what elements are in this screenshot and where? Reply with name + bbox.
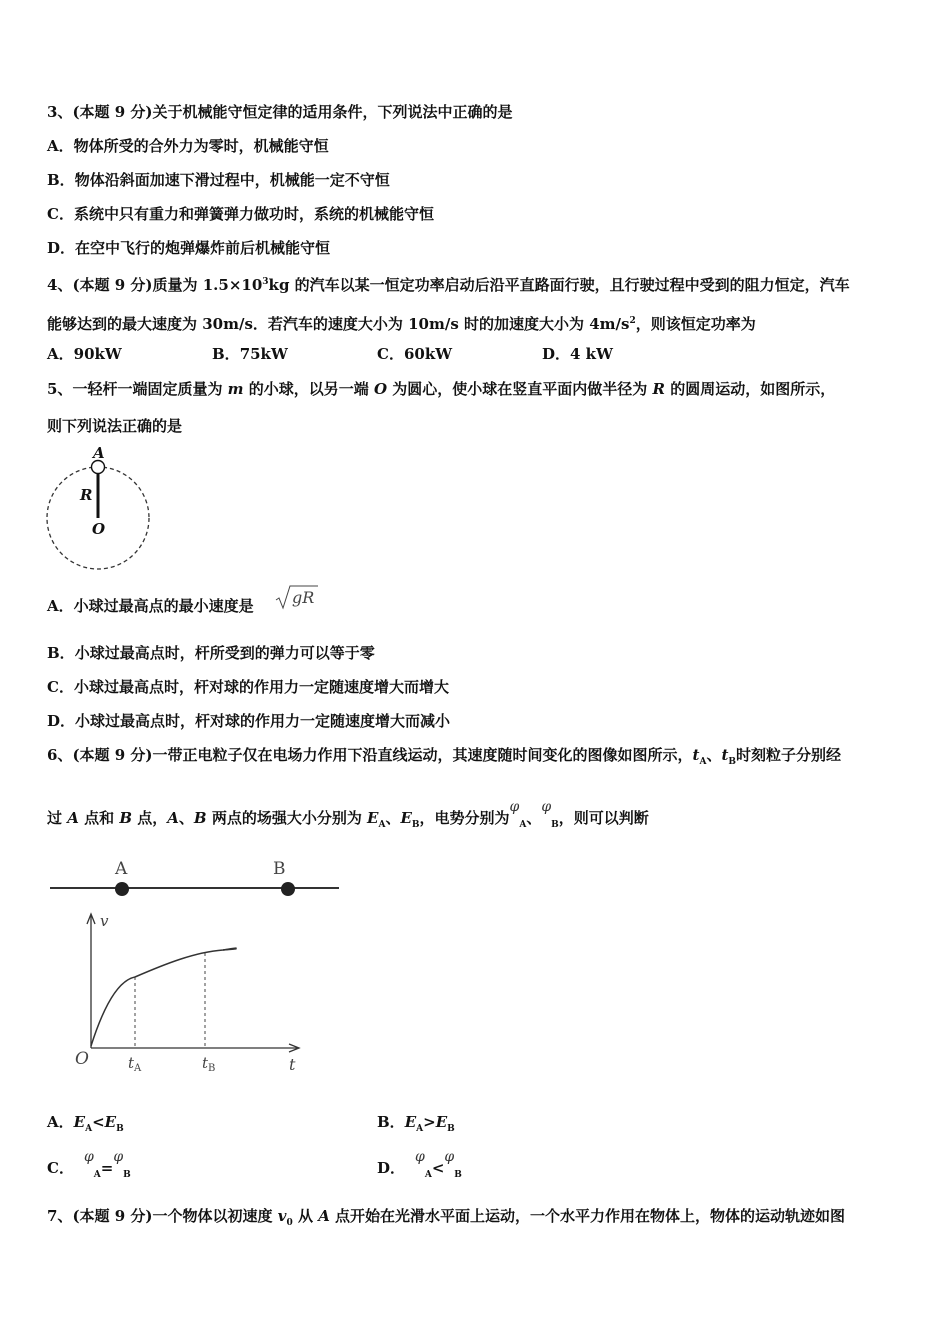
q4-option-d: D．4 kW	[542, 345, 613, 363]
q6-stem-line2: 过 A 点和 B 点，A、B 两点的场强大小分别为 $E_A$、$E_B$，电势分别为$\varphi_A$、$\varphi_B$，则可以判断	[47, 799, 649, 830]
q5-stem-line2: 则下列说法正确的是	[47, 417, 183, 435]
q3-points: (本题 9 分)	[72, 103, 153, 121]
sqrt-gr-formula	[274, 582, 320, 612]
q4-option-a: A．90kW	[47, 345, 122, 363]
label-r: R	[80, 486, 93, 504]
velocity-curve	[91, 948, 236, 1046]
q5-option-b: B．小球过最高点时，杆所受到的弹力可以等于零	[47, 644, 375, 662]
q6-stem-line1: 6、(本题 9 分)一带正电粒子仅在电场力作用下沿直线运动，其速度随时间变化的图像如图所示，$t_A$、$t_B$时刻粒子分别经	[47, 746, 842, 767]
q3-number: 3、	[47, 103, 73, 121]
q7-stem-line1: 7、(本题 9 分)一个物体以初速度 $v_0$ 从 A 点开始在光滑水平面上运动，一个水平力作用在物体上，物体的运动轨迹如图	[47, 1207, 846, 1228]
label-point-a: A	[115, 859, 128, 879]
sqrt-radicand: gR	[292, 588, 315, 607]
label-o: O	[92, 520, 106, 538]
tick-ta: $t_A$	[128, 1054, 142, 1074]
q6-figure	[45, 852, 345, 1082]
q3-option-d: D．在空中飞行的炮弹爆炸前后机械能守恒	[47, 239, 331, 257]
point-b	[281, 882, 295, 896]
q3-option-a: A．物体所受的合外力为零时，机械能守恒	[47, 137, 329, 155]
q5-option-c: C．小球过最高点时，杆对球的作用力一定随速度增大而增大	[47, 678, 449, 696]
label-v: v	[100, 912, 109, 930]
q4-stem-line2: 能够达到的最大速度为 30m/s．若汽车的速度大小为 10m/s 时的加速度大小为 $4m/s^2$，则该恒定功率为	[47, 315, 756, 333]
q3-option-c: C．系统中只有重力和弹簧弹力做功时，系统的机械能守恒	[47, 205, 434, 223]
q4-stem-line1: 4、(本题 9 分)质量为 $1.5\times 10^3kg$ 的汽车以某一恒定功率启动后沿平直路面行驶，且行驶过程中受到的阻力恒定，汽车	[47, 276, 850, 294]
tick-tb: $t_B$	[202, 1054, 216, 1074]
point-a	[115, 882, 129, 896]
q3-option-b: B．物体沿斜面加速下滑过程中，机械能一定不守恒	[47, 171, 390, 189]
q4-option-b: B．75kW	[212, 345, 288, 363]
q3-stem	[47, 102, 513, 122]
q5-option-d: D．小球过最高点时，杆对球的作用力一定随速度增大而减小	[47, 712, 451, 730]
label-origin: O	[75, 1049, 89, 1069]
q5-option-a: A．小球过最高点的最小速度是	[47, 597, 254, 615]
q6-option-c: C．$\varphi_A=\varphi_B$	[47, 1149, 131, 1180]
ball-a	[92, 461, 105, 474]
q5-circle-figure	[40, 444, 160, 576]
label-a: A	[93, 444, 105, 462]
q6-option-d: D．$\varphi_A<\varphi_B$	[377, 1149, 462, 1180]
q6-option-b: B．$E_A>E_B$	[377, 1113, 455, 1134]
q5-stem-line1: 5、一轻杆一端固定质量为 m 的小球，以另一端 O 为圆心，使小球在竖直平面内做半径为 R 的圆周运动，如图所示，	[47, 380, 836, 398]
q3-stem-text: 关于机械能守恒定律的适用条件，下列说法中正确的是	[152, 103, 513, 121]
label-t: t	[289, 1055, 296, 1074]
q4-option-c: C．60kW	[377, 345, 453, 363]
q6-option-a: A．$E_A<E_B$	[47, 1113, 124, 1134]
label-point-b: B	[273, 859, 286, 879]
